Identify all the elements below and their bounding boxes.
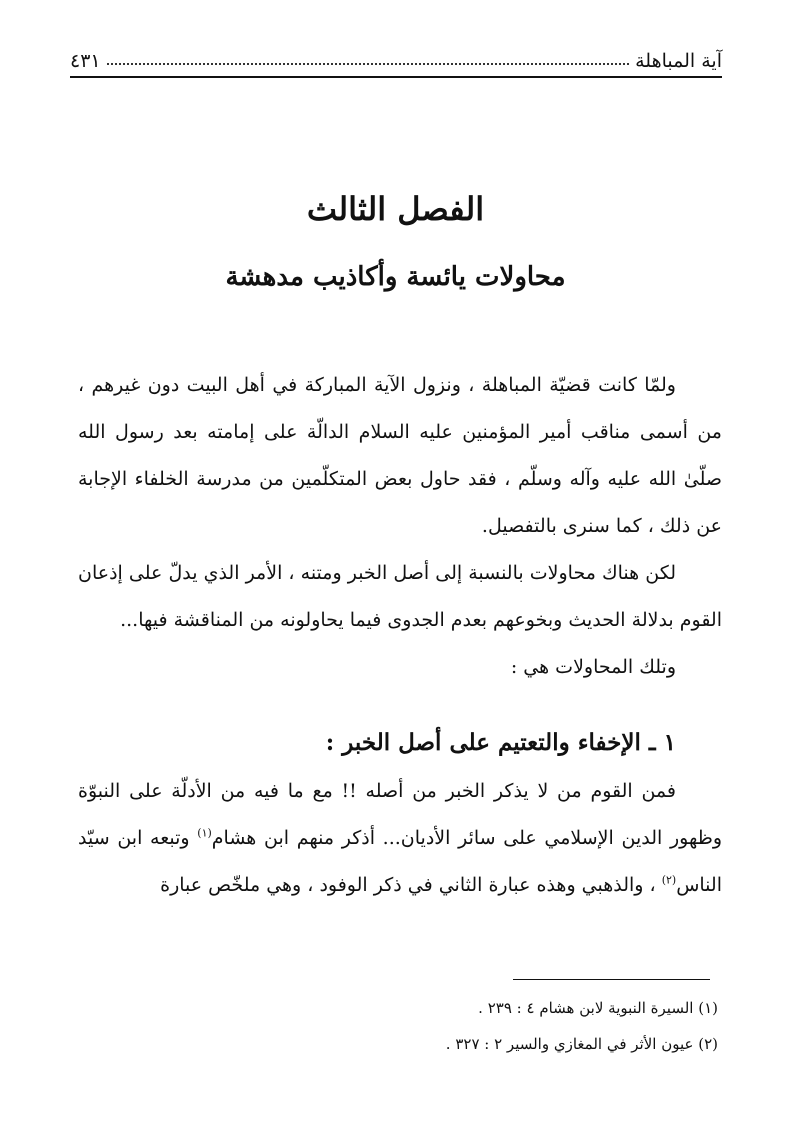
footnote-rule <box>513 979 710 980</box>
page-number: ٤٣١ <box>70 50 101 72</box>
header-dot-leader <box>107 63 630 65</box>
footnote-ref[interactable]: (٢) <box>661 873 677 887</box>
footnote-item: (٢) عيون الأثر في المغازي والسير ٢ : ٣٢٧ . <box>445 1035 718 1053</box>
header-rule <box>70 76 722 78</box>
section-text: فمن القوم من لا يذكر الخبر من أصله !! مع ما فيه من الأدلّة على النبوّة وظهور الدين الإسلامي على سائر الأديان... أذكر منهم ابن هشام <box>78 780 723 849</box>
section-text: وتبعه ابن سيّد الناس <box>78 827 722 896</box>
paragraph: وتلك المحاولات هي : <box>510 656 676 678</box>
header-title: آية المباهلة <box>635 50 722 72</box>
section-text: ، والذهبي وهذه عبارة الثاني في ذكر الوفود ، وهي ملخّص عبارة <box>160 874 662 896</box>
section-heading: ١ ـ الإخفاء والتعتيم على أصل الخبر : <box>325 729 676 756</box>
running-header <box>70 38 722 72</box>
body-text <box>78 362 722 909</box>
footnote-item: (١) السيرة النبوية لابن هشام ٤ : ٢٣٩ . <box>478 999 718 1017</box>
section-paragraph <box>78 768 722 909</box>
footnotes <box>78 990 718 1062</box>
footnote-ref[interactable]: (١) <box>197 826 212 840</box>
paragraph: لكن هناك محاولات بالنسبة إلى أصل الخبر ومتنه ، الأمر الذي يدلّ على إذعان القوم بدلالة الحديث وبخوعهم بعدم الجدوى فيما يحاولونه من المناقشة فيها... <box>78 562 722 631</box>
chapter-title: الفصل الثالث <box>306 190 485 228</box>
paragraph: ولمّا كانت قضيّة المباهلة ، ونزول الآية المباركة في أهل البيت دون غيرهم ، من أسمى مناقب أمير المؤمنين عليه السلام الدالّة على إمامته بعد رسول الله صلّىٰ الله عليه وآله وسلّم ، فقد حاول بعض المتكلّمين من مدرسة الخلفاء الإجابة عن ذلك ، كما سنرى بالتفصيل. <box>78 374 722 537</box>
chapter-subtitle: محاولات يائسة وأكاذيب مدهشة <box>225 262 566 292</box>
